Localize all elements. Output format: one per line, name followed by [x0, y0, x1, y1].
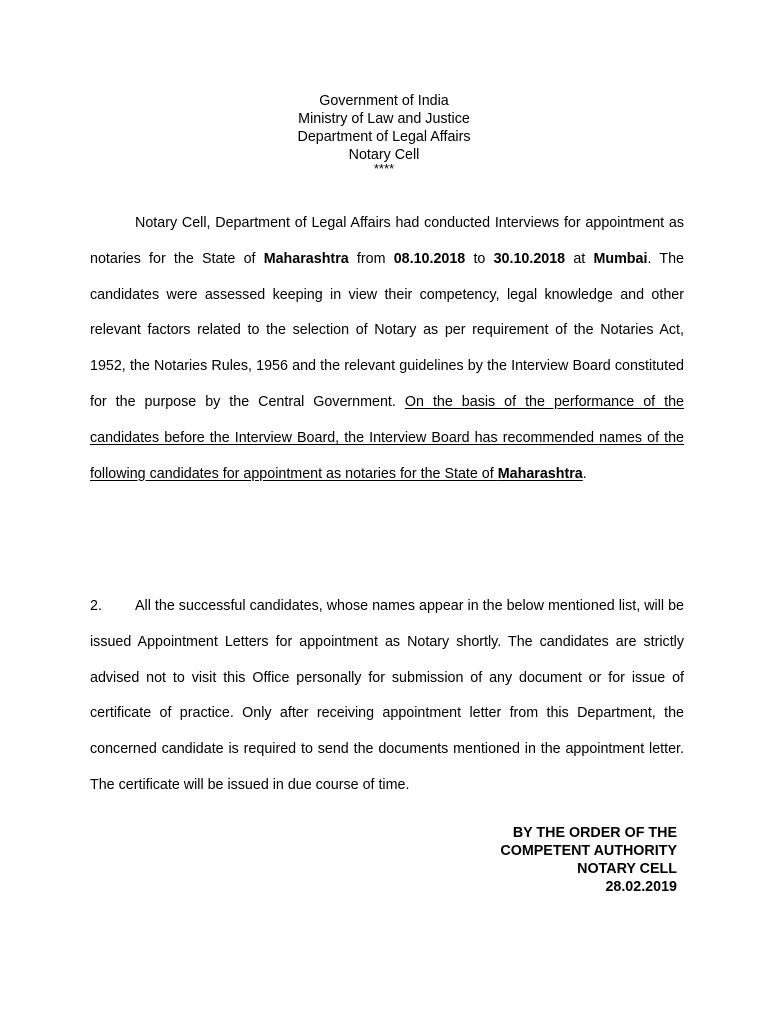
para1-state: Maharashtra	[263, 250, 349, 267]
para1-text-2: from	[348, 250, 394, 267]
para1-text-1: Notary Cell, Department of Legal Affairs had conducted Interviews for appointment as notaries for the State of	[90, 215, 684, 267]
signature-date: 28.02.2019	[605, 879, 677, 895]
para1-date-to: 30.10.2018	[493, 250, 566, 267]
para1-underlined-state: Maharashtra	[497, 465, 583, 482]
para1-date-from: 08.10.2018	[393, 250, 466, 267]
header-separator: ****	[373, 161, 395, 176]
para1-text-5: . The candidates were assessed keeping in view their competency, legal knowledge and other relevant factors related to the selection of Notary as per requirement of the Notaries Act, 1952, the Notaries Rules, 1956 and the relevant guidelines by the Interview Board constituted for the purpose by the Central Government.	[90, 250, 685, 410]
para1-end: .	[582, 465, 587, 482]
paragraph-2	[90, 589, 684, 804]
para2-text: All the successful candidates, whose names appear in the below mentioned list, will be issued Appointment Letters for appointment as Notary shortly. The candidates are strictly advised not to visit this Office personally for submission of any document or for issue of certificate of practice. Only after receiving appointment letter from this Department, the concerned candidate is required to send the documents mentioned in the appointment letter. The certificate will be issued in due course of time.	[90, 598, 684, 793]
header-ministry: Ministry of Law and Justice	[298, 111, 470, 127]
signature-line-2: COMPETENT AUTHORITY	[500, 843, 677, 859]
para1-text-4: at	[565, 250, 594, 267]
header-notary-cell: Notary Cell	[348, 147, 420, 163]
paragraph-1	[90, 206, 684, 492]
header-government: Government of India	[319, 93, 449, 109]
paragraph-number: 2.	[90, 598, 102, 614]
para1-underlined-body: On the basis of the performance of the candidates before the Interview Board, the Interview Board has recommended names of the following candidates for appointment as notaries for the State of	[90, 393, 684, 482]
document-header	[0, 92, 768, 174]
signature-line-1: BY THE ORDER OF THE	[512, 825, 677, 841]
header-department: Department of Legal Affairs	[297, 129, 471, 145]
signature-block	[500, 824, 677, 896]
signature-line-3: NOTARY CELL	[577, 861, 677, 877]
para1-text-3: to	[465, 250, 494, 267]
para1-city: Mumbai	[593, 250, 648, 267]
